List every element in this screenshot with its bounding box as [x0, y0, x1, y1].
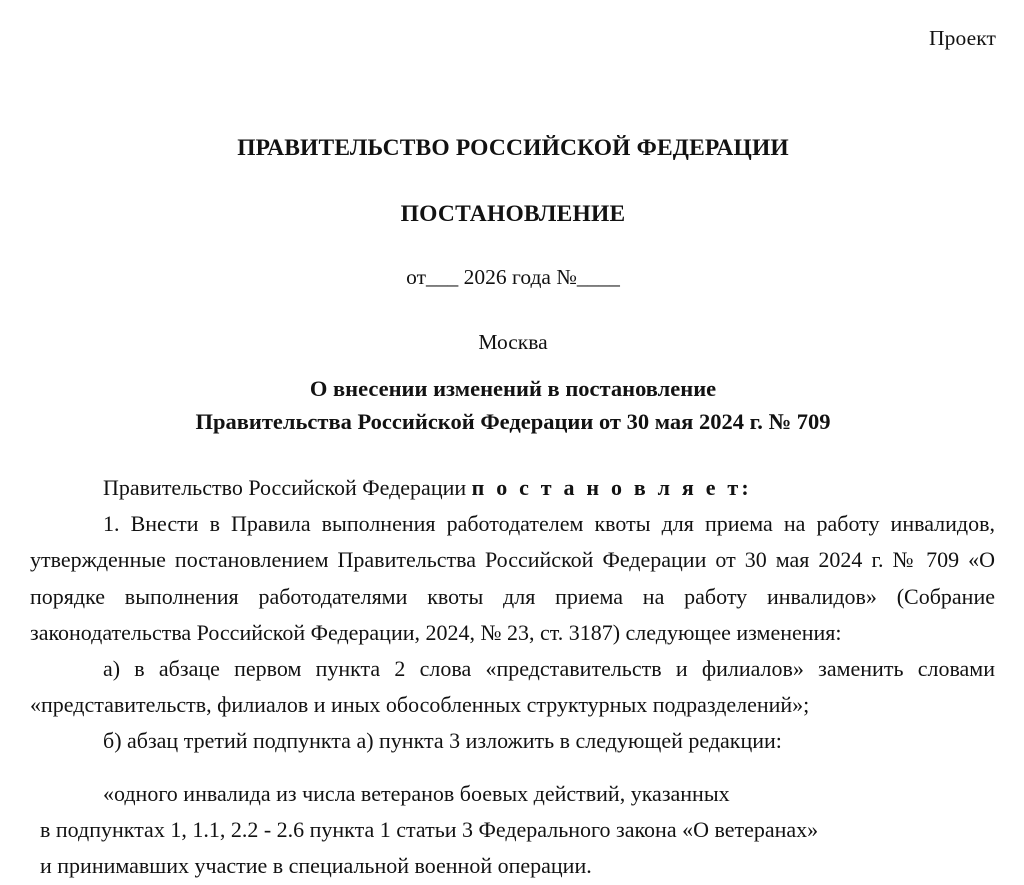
document-date-number-line: от___ 2026 года №____: [406, 265, 620, 290]
paragraph-preamble: [30, 470, 995, 506]
preamble-enacting-verb: п о с т а н о в л я е т:: [471, 475, 752, 500]
subject-title-line-2: Правительства Российской Федерации от 30 мая 2024 г. № 709: [195, 409, 831, 435]
issuing-authority-title: ПРАВИТЕЛЬСТВО РОССИЙСКОЙ ФЕДЕРАЦИИ: [237, 135, 789, 161]
paragraph-item-b: б) абзац третий подпункта а) пункта 3 изложить в следующей редакции:: [103, 728, 782, 754]
quoted-wording-line-3: и принимавших участие в специальной военной операции.: [40, 853, 592, 879]
document-body: [30, 470, 995, 760]
subject-title-line-1: О внесении изменений в постановление: [309, 376, 717, 401]
document-subject-title: [30, 372, 996, 439]
quoted-wording-line-1: «одного инвалида из числа ветеранов боевых действий, указанных: [103, 781, 730, 806]
document-city: Москва: [478, 330, 548, 355]
paragraph-item-a: а) в абзаце первом пункта 2 слова «представительств и филиалов» заменить словами «представительств, филиалов и иных обособленных структурных подразделений»;: [30, 656, 995, 718]
paragraph-item-1: 1. Внести в Правила выполнения работодателем квоты для приема на работу инвалидов, утвержденные постановлением Правительства Российской Федерации от 30 мая 2024 г. № 709 «О порядке выполнения работодателями квоты для приема на работу инвалидов» (Собрание законодательства Российской Федерации, 2024, № 23, ст. 3187) следующее изменения:: [30, 511, 995, 645]
quoted-wording-line-2: в подпунктах 1, 1.1, 2.2 - 2.6 пункта 1 статьи 3 Федерального закона «О ветеранах»: [40, 817, 819, 843]
preamble-prefix-text: Правительство Российской Федерации: [103, 475, 472, 500]
quoted-new-wording: [10, 776, 1010, 885]
draft-marker: Проект: [929, 26, 996, 50]
document-header-block: [30, 134, 996, 356]
document-kind-title: ПОСТАНОВЛЕНИЕ: [400, 201, 626, 228]
